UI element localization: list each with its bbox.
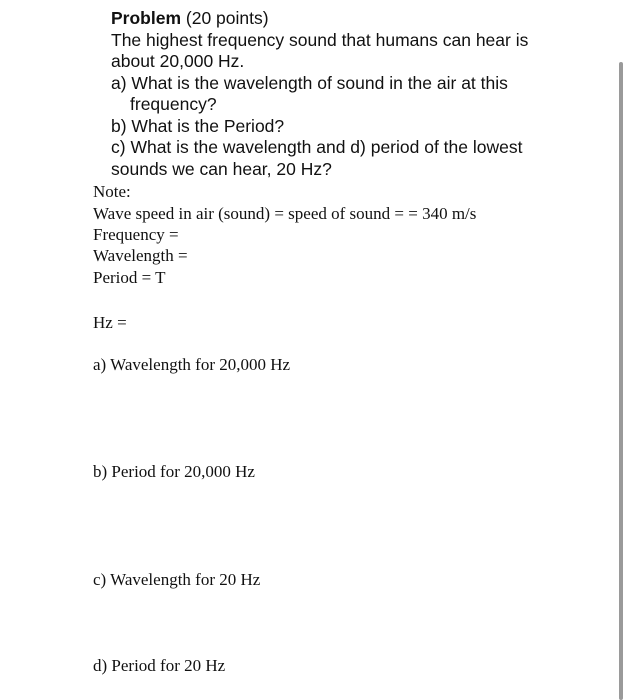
problem-intro-line1: The highest frequency sound that humans can hear is	[111, 30, 529, 50]
question-c-line1: c) What is the wavelength and d) period of the lowest	[111, 137, 523, 157]
answer-d-label: d) Period for 20 Hz	[93, 656, 226, 675]
problem-title: Problem	[111, 8, 182, 28]
note-period: Period = T	[93, 268, 166, 287]
note-wave-speed: Wave speed in air (sound) = speed of sound = = 340 m/s	[93, 204, 477, 223]
note-wavelength: Wavelength =	[93, 246, 188, 265]
answer-b-label: b) Period for 20,000 Hz	[93, 462, 255, 481]
note-hz: Hz =	[93, 313, 127, 332]
note-frequency: Frequency =	[93, 225, 179, 244]
question-c-line2: sounds we can hear, 20 Hz?	[111, 159, 332, 179]
problem-intro-line2: about 20,000 Hz.	[111, 51, 245, 71]
question-a-line2: frequency?	[130, 94, 217, 114]
problem-points: (20 points)	[181, 8, 269, 28]
note-heading: Note:	[93, 182, 131, 201]
question-a-line1: a) What is the wavelength of sound in the air at this	[111, 73, 508, 93]
scrollbar[interactable]	[619, 62, 623, 700]
problem-heading	[111, 8, 269, 29]
answer-a-label: a) Wavelength for 20,000 Hz	[93, 355, 291, 374]
answer-c-label: c) Wavelength for 20 Hz	[93, 570, 261, 589]
question-b: b) What is the Period?	[111, 116, 285, 136]
